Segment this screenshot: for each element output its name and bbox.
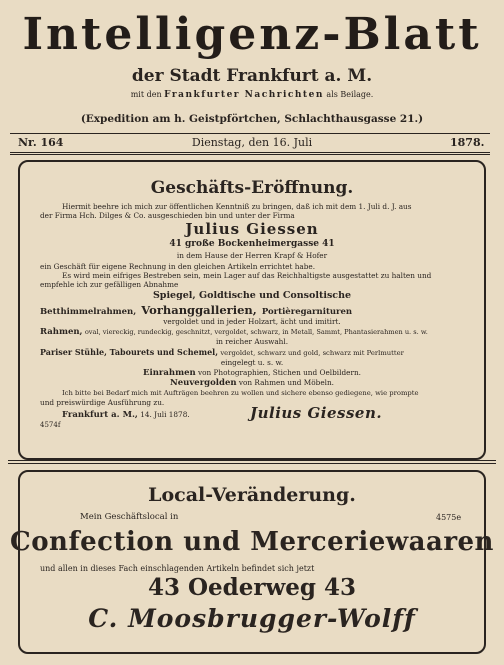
ad2-address: 43 Oederweg 43 <box>147 574 357 601</box>
supplement-post: als Beilage. <box>326 90 374 99</box>
ad1-place-date: 14. Juli 1878. <box>140 410 190 419</box>
masthead-subtitle: der Stadt Frankfurt a. M. <box>131 66 373 86</box>
ad1-house: in dem Hause der Herren Krapf & Hofer <box>176 251 328 260</box>
ad1-place: Frankfurt a. M., <box>62 410 138 420</box>
ad2-firm: C. Moosbrugger-Wolff <box>88 604 416 633</box>
supplement-pre: mit den <box>130 90 162 99</box>
goods-betthimmel: Betthimmelrahmen, <box>40 307 137 317</box>
ad1-address: 41 große Bockenheimergasse 41 <box>169 239 335 249</box>
ad2-main: Confection und Merceriewaaren <box>10 527 494 557</box>
goods-stuehle: Pariser Stühle, Tabourets und Schemel, <box>40 347 218 357</box>
goods-neuvergolden-desc: von Rahmen und Möbeln. <box>238 378 334 387</box>
ad2-ref: 4575e <box>436 513 462 522</box>
ad1-goods-7: eingelegt u. s. w. <box>220 358 284 367</box>
masthead-title: Intelligenz-Blatt <box>22 9 482 60</box>
goods-rahmen-desc: oval, viereckig, rundeckig, geschnitzt, vergoldet, schwarz, in Metall, Sammt, Phantasierahmen u. s. w. <box>84 328 428 336</box>
rule-bottom-b <box>10 154 490 155</box>
ad1-goods-9 <box>0 378 504 388</box>
supplement-name: Frankfurter Nachrichten <box>164 90 324 100</box>
ad2-heading: Local-Veränderung. <box>148 484 356 506</box>
goods-einrahmen-desc: von Photographien, Stichen und Oelbildern. <box>197 368 361 377</box>
goods-rahmen: Rahmen, <box>40 327 83 337</box>
ad1-line-4: Es wird mein eifriges Bestreben sein, mein Lager auf das Reichhaltigste ausgestattet zu halten und <box>62 271 432 280</box>
goods-stuehle-desc: vergoldet, schwarz und gold, schwarz mit Perlmutter <box>220 349 404 357</box>
ad1-goods-6 <box>40 348 404 358</box>
ad1-place-line <box>62 410 190 420</box>
rule-bottom-a <box>10 152 490 153</box>
ad1-line-1: Hiermit beehre ich mich zur öffentlichen Kenntniß zu bringen, daß ich mit dem 1. Juli d. J. aus <box>62 202 412 211</box>
ad1-closing-2: und preiswürdige Ausführung zu. <box>40 398 165 407</box>
rule-between-a <box>8 460 496 461</box>
ad1-line-2: der Firma Hch. Dilges & Co. ausgeschieden bin und unter der Firma <box>40 211 295 220</box>
issue-date: Dienstag, den 16. Juli <box>191 136 313 149</box>
ad1-line-5: empfehle ich zur gefälligen Abnahme <box>40 280 179 289</box>
rule-between-b <box>8 463 496 464</box>
ad1-goods-5: in reicher Auswahl. <box>215 337 289 346</box>
goods-neuvergolden: Neuvergolden <box>170 378 237 388</box>
ad1-heading: Geschäfts-Eröffnung. <box>150 178 354 198</box>
ad1-firm: Julius Giessen <box>185 220 319 238</box>
ad1-signature: Julius Giessen. <box>250 404 383 422</box>
ad2-line: und allen in dieses Fach einschlagenden Artikeln befindet sich jetzt <box>40 564 315 573</box>
goods-portiere: Portièregarnituren <box>261 307 353 317</box>
ad1-goods-1: Spiegel, Goldtische und Consoltische <box>152 290 352 301</box>
masthead-supplement <box>0 89 504 101</box>
ad1-goods-8 <box>0 368 504 378</box>
ad1-ref: 4574f <box>40 421 61 429</box>
issue-year: 1878. <box>450 136 485 149</box>
masthead-expedition: (Expedition am h. Geistpförtchen, Schlachthausgasse 21.) <box>80 113 424 125</box>
ad1-closing-1: Ich bitte bei Bedarf mich mit Aufträgen beehren zu wollen und sichere ebenso gediegene, wie prompte <box>62 389 419 397</box>
issue-number: Nr. 164 <box>18 136 64 149</box>
goods-einrahmen: Einrahmen <box>143 368 196 378</box>
ad2-intro: Mein Geschäftslocal in <box>80 512 179 522</box>
ad1-goods-4 <box>40 327 428 337</box>
ad1-goods-3: vergoldet und in jeder Holzart, ächt und imitirt. <box>163 317 341 326</box>
ad1-line-3: ein Geschäft für eigene Rechnung in den gleichen Artikeln errichtet habe. <box>40 262 316 271</box>
rule-top <box>10 133 490 134</box>
goods-vorhang: Vorhanggallerien, <box>141 303 257 317</box>
